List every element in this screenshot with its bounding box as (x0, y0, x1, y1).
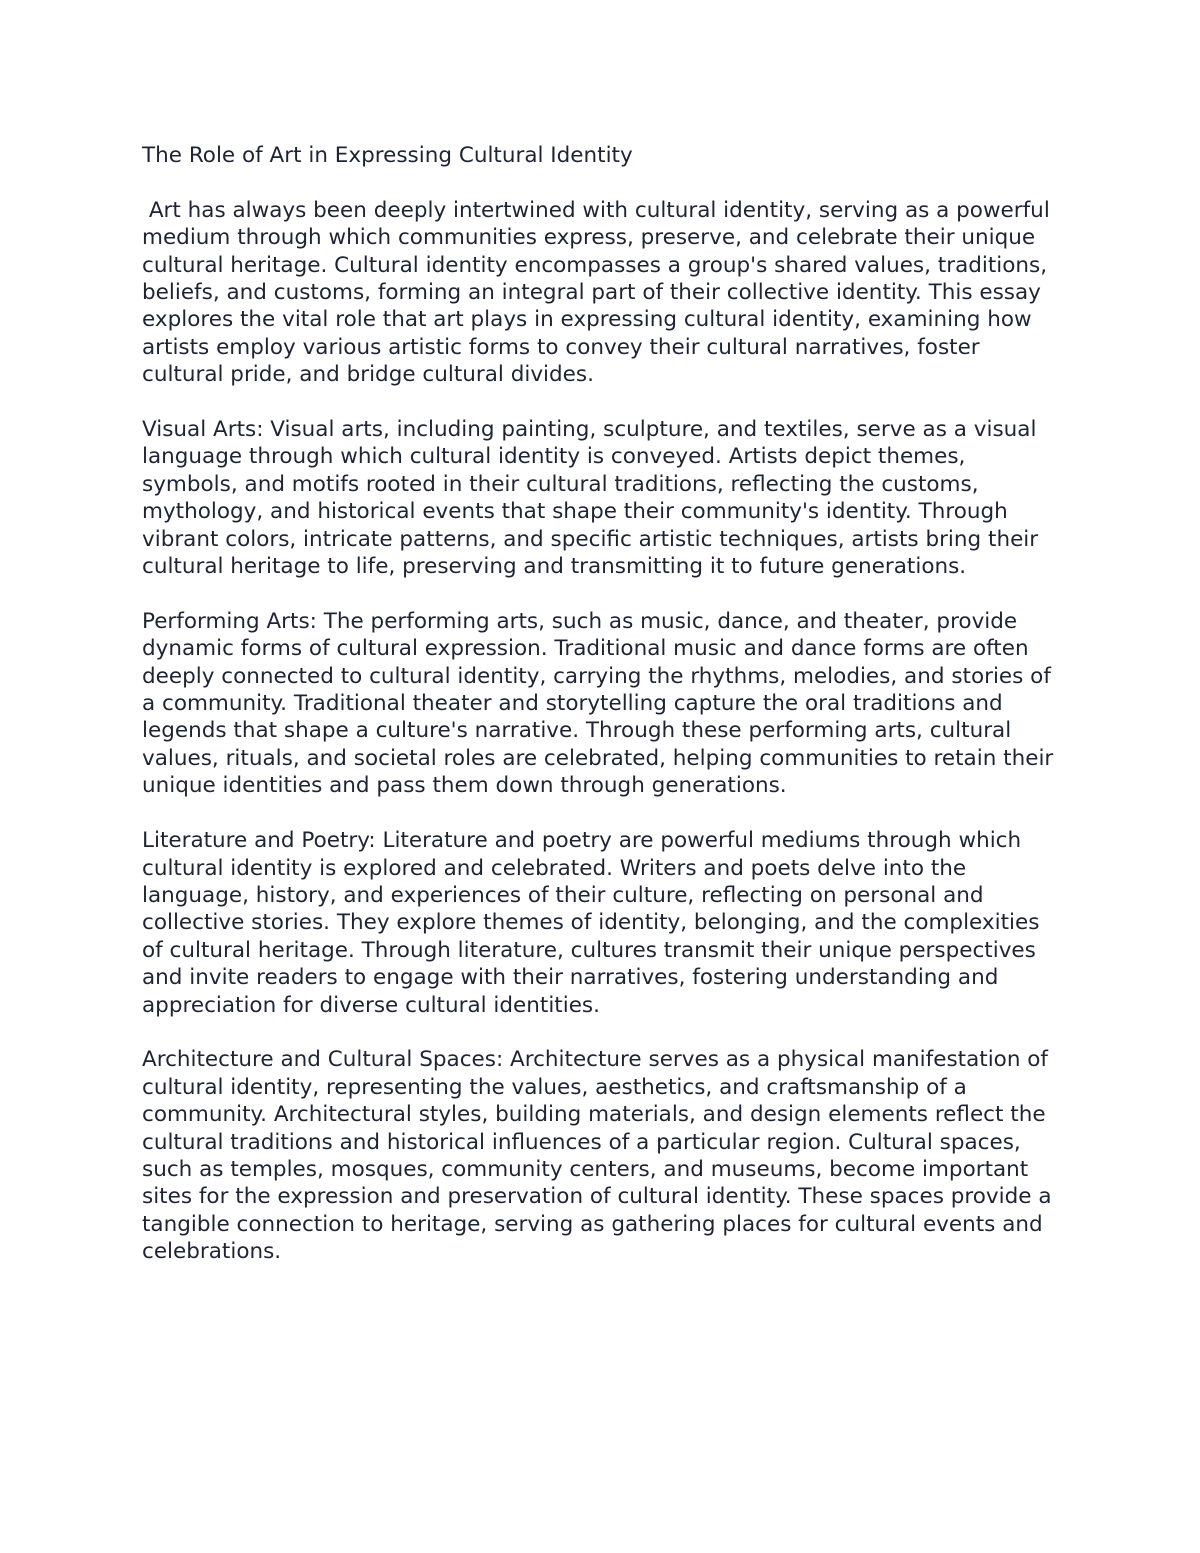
document-body (142, 142, 1062, 1293)
architecture-paragraph: Architecture and Cultural Spaces: Architecture serves as a physical manifestation of cultural identity, representing the values, aesthetics, and craftsmanship of a community. Architectural styles, building materials, and design elements reflect the cultural traditions and historical influences of a particular region. Cultural spaces, such as temples, mosques, community centers, and museums, become important sites for the expression and preservation of cultural identity. These spaces provide a tangible connection to heritage, serving as gathering places for cultural events and celebrations. (142, 1047, 1059, 1265)
document-title: The Role of Art in Expressing Cultural Identity (142, 143, 633, 168)
literature-poetry-paragraph: Literature and Poetry: Literature and poetry are powerful mediums through which cultural identity is explored and celebrated. Writers and poets delve into the language, history, and experiences of their culture, reflecting on personal and collective stories. They explore themes of identity, belonging, and the complexities of cultural heritage. Through literature, cultures transmit their unique perspectives and invite readers to engage with their narratives, fostering understanding and appreciation for diverse cultural identities. (142, 828, 1047, 1018)
performing-arts-paragraph: Performing Arts: The performing arts, such as music, dance, and theater, provide dynamic forms of cultural expression. Traditional music and dance forms are often deeply connected to cultural identity, carrying the rhythms, melodies, and stories of a community. Traditional theater and storytelling capture the oral traditions and legends that shape a culture's narrative. Through these performing arts, cultural values, rituals, and societal roles are celebrated, helping communities to retain their unique identities and pass them down through generations. (142, 608, 1061, 799)
visual-arts-paragraph: Visual Arts: Visual arts, including painting, sculpture, and textiles, serve as a visual language through which cultural identity is conveyed. Artists depict themes, symbols, and motifs rooted in their cultural traditions, reflecting the customs, mythology, and historical events that shape their community's identity. Through vibrant colors, intricate patterns, and specific artistic techniques, artists bring their cultural heritage to life, preserving and transmitting it to future generations. (142, 417, 1045, 580)
intro-paragraph: Art has always been deeply intertwined with cultural identity, serving as a powerful medium through which communities express, preserve, and celebrate their unique cultural heritage. Cultural identity encompasses a group's shared values, traditions, beliefs, and customs, forming an integral part of their collective identity. This essay explores the vital role that art plays in expressing cultural identity, examining how artists employ various artistic forms to convey their cultural narratives, foster cultural pride, and bridge cultural divides. (142, 197, 1057, 388)
